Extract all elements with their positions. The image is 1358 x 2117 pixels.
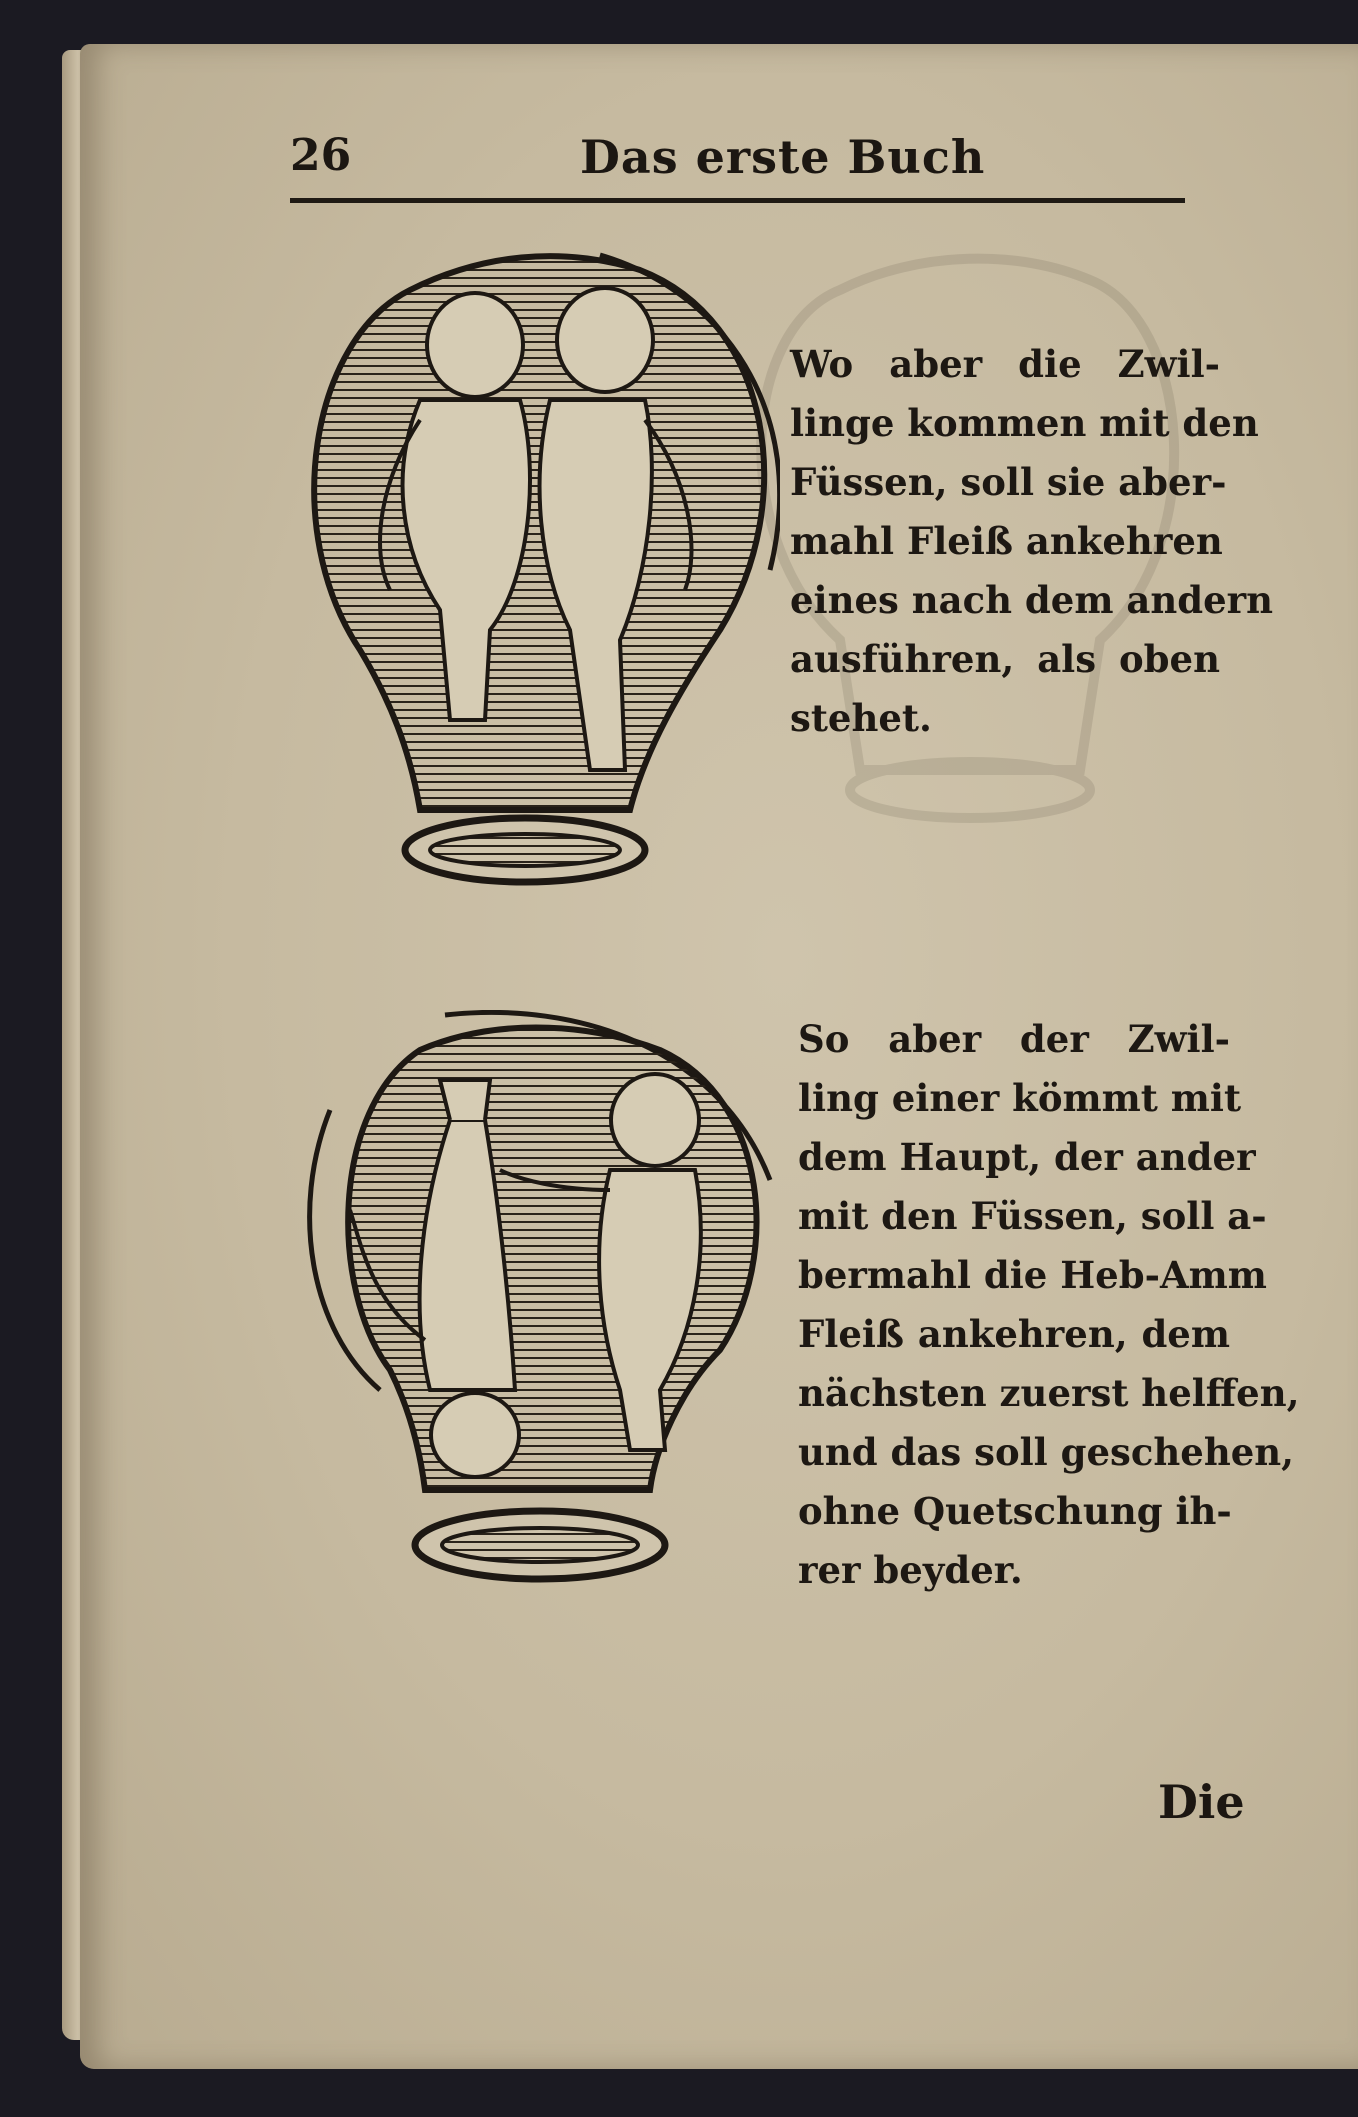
text-line: Füssen, soll sie aber- [790,460,1227,504]
text-line: ling einer kömmt mit [798,1076,1242,1120]
text-line: nächsten zuerst helffen, [798,1371,1300,1415]
paragraph-twins-feet-first [790,335,1274,748]
text-line: So aber der Zwil- [798,1017,1230,1061]
text-line: linge kommen mit den [790,401,1259,445]
text-line: dem Haupt, der ander [798,1135,1256,1179]
catchword: Die [1158,1775,1245,1829]
text-line: und das soll geschehen, [798,1430,1295,1474]
text-line: Wo aber die Zwil- [790,342,1220,386]
text-line: bermahl die Heb-Amm [798,1253,1267,1297]
text-line: ausführen, als oben [790,637,1220,681]
text-line: stehet. [790,696,932,740]
woodcut-twins-feet-first-icon [300,250,780,930]
woodcut-twins-head-and-feet-icon [300,1010,790,1610]
running-title: Das erste Buch [580,130,986,184]
paragraph-twins-head-and-feet [798,1010,1300,1600]
text-line: ohne Quetschung ih- [798,1489,1232,1533]
page-number: 26 [290,130,352,181]
text-line: mit den Füssen, soll a- [798,1194,1267,1238]
text-line: mahl Fleiß ankehren [790,519,1223,563]
page-header [290,130,1184,200]
text-line: Fleiß ankehren, dem [798,1312,1230,1356]
header-rule [290,198,1185,203]
text-line: rer beyder. [798,1548,1023,1592]
text-line: eines nach dem andern [790,578,1274,622]
